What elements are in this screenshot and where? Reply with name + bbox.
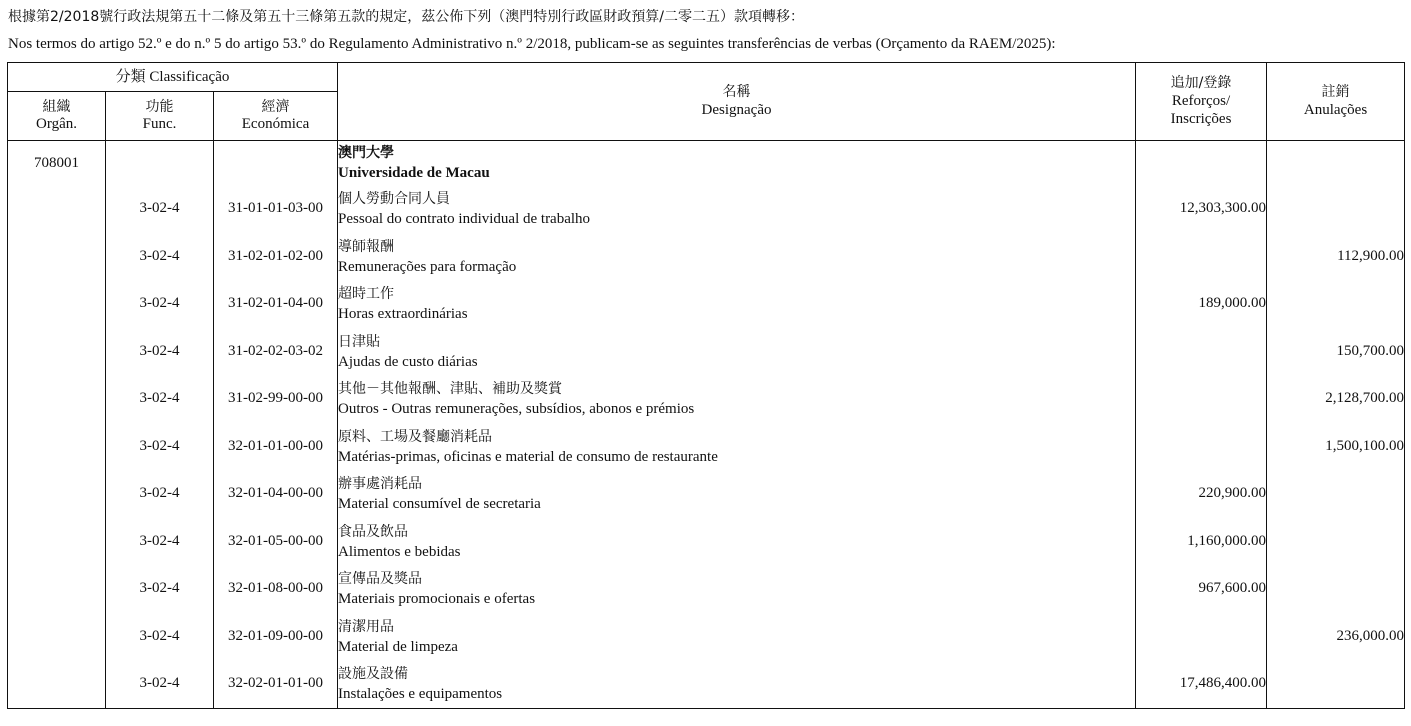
economic-code: 32-01-04-00-00 (214, 470, 338, 518)
empty-cell (1136, 141, 1267, 186)
annulments-header (1267, 63, 1405, 141)
designation-cell (338, 613, 1136, 661)
organic-cell (8, 565, 106, 613)
organic-cell (8, 660, 106, 708)
annulment-amount: 236,000.00 (1267, 613, 1405, 661)
empty-cell (1267, 141, 1405, 186)
functional-code: 3-02-4 (106, 613, 214, 661)
functional-code: 3-02-4 (106, 518, 214, 566)
functional-code: 3-02-4 (106, 328, 214, 376)
table-row (8, 518, 1405, 566)
annulment-amount (1267, 565, 1405, 613)
functional-code: 3-02-4 (106, 660, 214, 708)
designation-cell (338, 660, 1136, 708)
reinforcement-amount (1136, 328, 1267, 376)
functional-header-pt: Func. (142, 116, 177, 133)
designation-cell (338, 518, 1136, 566)
functional-code: 3-02-4 (106, 375, 214, 423)
designation-cell (338, 185, 1136, 233)
table-row (8, 375, 1405, 423)
annulment-amount: 112,900.00 (1267, 233, 1405, 281)
functional-code: 3-02-4 (106, 423, 214, 471)
reinforcements-header (1136, 63, 1267, 141)
economic-code: 32-01-01-00-00 (214, 423, 338, 471)
table-row (8, 470, 1405, 518)
annulments-header-zh: 註銷 (1321, 84, 1350, 101)
economic-code: 32-02-01-01-00 (214, 660, 338, 708)
designation-cell (338, 470, 1136, 518)
organic-header-zh: 組織 (42, 98, 71, 115)
table-row (8, 185, 1405, 233)
annulment-amount: 1,500,100.00 (1267, 423, 1405, 471)
organization-code: 708001 (8, 141, 106, 186)
organic-cell (8, 375, 106, 423)
table-row (8, 328, 1405, 376)
economic-code: 31-01-01-03-00 (214, 185, 338, 233)
functional-header-zh: 功能 (145, 98, 174, 115)
designation-cell (338, 280, 1136, 328)
empty-cell (214, 141, 338, 186)
designation-zh: 其他－其他報酬、津貼、補助及獎賞 (338, 381, 563, 398)
reinforcement-amount: 967,600.00 (1136, 565, 1267, 613)
table-row (8, 423, 1405, 471)
designation-pt: Matérias-primas, oficinas e material de consumo de restaurante (338, 448, 718, 465)
economic-header (214, 92, 338, 141)
economic-header-zh: 經濟 (261, 98, 290, 115)
designation-cell (338, 328, 1136, 376)
reinforcement-amount: 17,486,400.00 (1136, 660, 1267, 708)
table-row (8, 660, 1405, 708)
reinforcement-amount (1136, 233, 1267, 281)
table-row (8, 565, 1405, 613)
economic-code: 31-02-01-02-00 (214, 233, 338, 281)
organization-name-pt: Universidade de Macau (338, 165, 490, 182)
functional-code: 3-02-4 (106, 565, 214, 613)
annulment-amount (1267, 185, 1405, 233)
organic-header (8, 92, 106, 141)
organization-name (338, 141, 1136, 186)
functional-code: 3-02-4 (106, 185, 214, 233)
organic-header-pt: Orgân. (36, 116, 77, 133)
designation-pt: Horas extraordinárias (338, 306, 468, 323)
reinforcements-header-pt-2: Inscrições (1170, 110, 1232, 127)
reinforcement-amount (1136, 423, 1267, 471)
functional-code: 3-02-4 (106, 233, 214, 281)
designation-zh: 辦事處消耗品 (338, 476, 423, 493)
economic-code: 32-01-09-00-00 (214, 613, 338, 661)
reinforcement-amount: 12,303,300.00 (1136, 185, 1267, 233)
organic-cell (8, 613, 106, 661)
classification-header: 分類 Classificação (8, 63, 338, 92)
designation-zh: 超時工作 (338, 286, 395, 303)
designation-header-zh: 名稱 (722, 84, 751, 101)
designation-zh: 食品及飲品 (338, 523, 409, 540)
annulment-amount (1267, 518, 1405, 566)
intro-text-chinese: 根據第2/2018號行政法規第五十二條及第五十三條第五款的規定，茲公佈下列（澳門特別行政區財政預算/二零二五）款項轉移： (8, 9, 804, 25)
annulment-amount (1267, 660, 1405, 708)
reinforcement-amount: 189,000.00 (1136, 280, 1267, 328)
economic-code: 32-01-08-00-00 (214, 565, 338, 613)
designation-pt: Materiais promocionais e ofertas (338, 591, 536, 608)
reinforcement-amount: 1,160,000.00 (1136, 518, 1267, 566)
designation-pt: Material consumível de secretaria (338, 496, 541, 513)
organic-cell (8, 470, 106, 518)
designation-zh: 導師報酬 (338, 238, 395, 255)
economic-code: 31-02-02-03-02 (214, 328, 338, 376)
functional-header (106, 92, 214, 141)
annulment-amount (1267, 470, 1405, 518)
economic-code: 32-01-05-00-00 (214, 518, 338, 566)
organic-cell (8, 185, 106, 233)
designation-zh: 清潔用品 (338, 618, 395, 635)
designation-zh: 宣傳品及獎品 (338, 571, 423, 588)
functional-code: 3-02-4 (106, 280, 214, 328)
designation-cell (338, 565, 1136, 613)
economic-code: 31-02-99-00-00 (214, 375, 338, 423)
designation-pt: Outros - Outras remunerações, subsídios, abonos e prémios (338, 401, 695, 418)
reinforcement-amount: 220,900.00 (1136, 470, 1267, 518)
designation-pt: Remunerações para formação (338, 258, 517, 275)
organic-cell (8, 518, 106, 566)
designation-pt: Material de limpeza (338, 638, 458, 655)
annulments-header-pt: Anulações (1303, 101, 1368, 118)
designation-zh: 設施及設備 (338, 666, 409, 683)
economic-code: 31-02-01-04-00 (214, 280, 338, 328)
annulment-amount (1267, 280, 1405, 328)
reinforcements-header-pt-1: Reforços/ (1171, 92, 1231, 109)
reinforcement-amount (1136, 613, 1267, 661)
designation-pt: Ajudas de custo diárias (338, 353, 478, 370)
annulment-amount: 2,128,700.00 (1267, 375, 1405, 423)
designation-zh: 個人勞動合同人員 (338, 191, 451, 208)
designation-cell (338, 233, 1136, 281)
designation-zh: 日津貼 (338, 333, 381, 350)
organization-name-zh: 澳門大學 (338, 145, 395, 162)
reinforcement-amount (1136, 375, 1267, 423)
organic-cell (8, 280, 106, 328)
designation-header (338, 63, 1136, 141)
organization-row (8, 141, 1405, 186)
designation-pt: Pessoal do contrato individual de trabalho (338, 211, 591, 228)
organic-cell (8, 328, 106, 376)
economic-header-pt: Económica (241, 116, 310, 133)
reinforcements-header-zh: 追加/登錄 (1170, 75, 1232, 92)
table-row (8, 233, 1405, 281)
intro-text-portuguese: Nos termos do artigo 52.º e do n.º 5 do artigo 53.º do Regulamento Administrativo n.º 2/2018, publicam-se as seguintes transferências de verbas (Orçamento da RAEM/2025): (8, 36, 1056, 52)
budget-transfer-table (7, 62, 1405, 709)
designation-zh: 原料、工場及餐廳消耗品 (338, 428, 493, 445)
annulment-amount: 150,700.00 (1267, 328, 1405, 376)
designation-header-pt: Designação (701, 101, 772, 118)
organic-cell (8, 423, 106, 471)
empty-cell (106, 141, 214, 186)
organic-cell (8, 233, 106, 281)
table-row (8, 613, 1405, 661)
designation-cell (338, 375, 1136, 423)
designation-pt: Alimentos e bebidas (338, 543, 461, 560)
designation-cell (338, 423, 1136, 471)
functional-code: 3-02-4 (106, 470, 214, 518)
table-row (8, 280, 1405, 328)
designation-pt: Instalações e equipamentos (338, 686, 503, 703)
